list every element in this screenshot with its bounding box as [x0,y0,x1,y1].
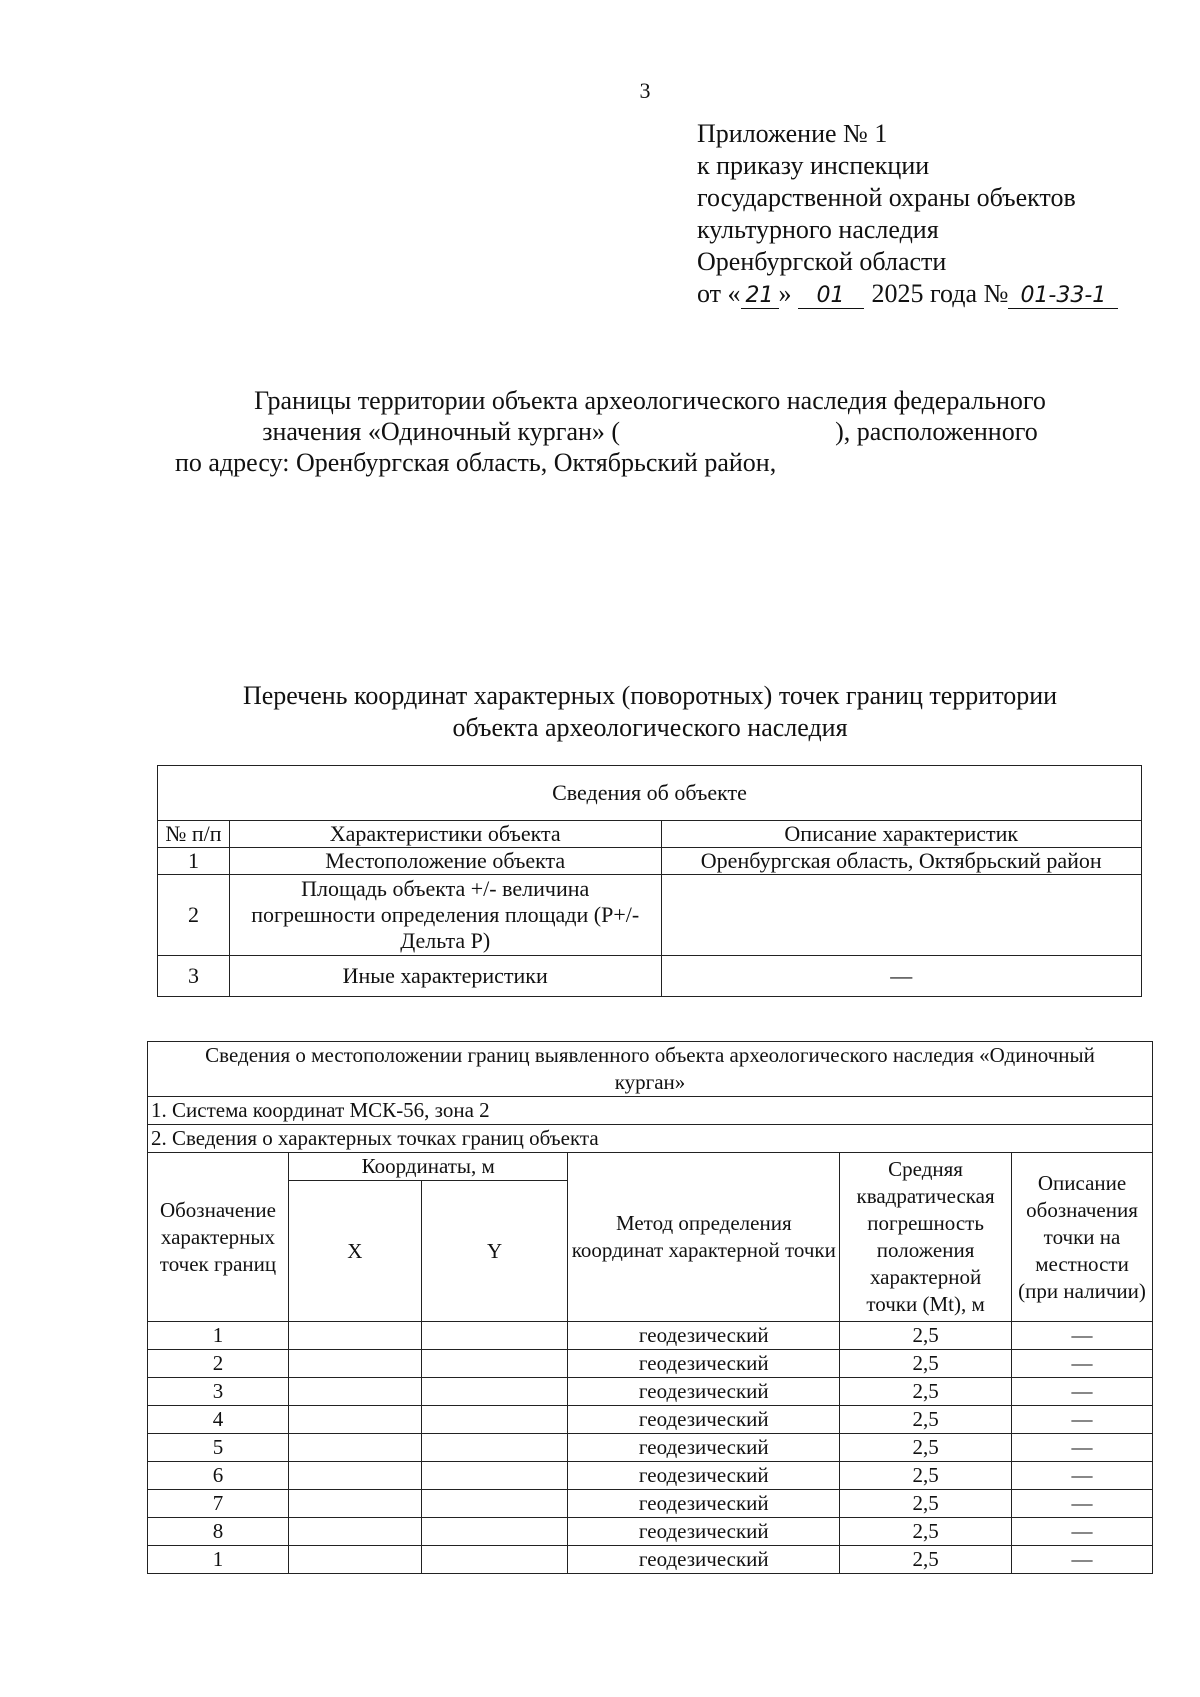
header-cell: Метод определения координат характерной точки [568,1153,840,1322]
table-cell: геодезический [568,1322,840,1350]
points-header: 2. Сведения о характерных точках границ объекта [148,1125,1153,1153]
list-title-line: объекта археологического наследия [452,713,848,742]
table-cell: — [661,956,1142,997]
table-cell [421,1518,568,1546]
table-cell: 2,5 [840,1350,1012,1378]
table-cell [288,1322,421,1350]
date-mid: » [778,279,792,308]
table-cell [288,1350,421,1378]
boundaries-title-line: Границы территории объекта археологического наследия федерального [254,386,1046,415]
table-cell [421,1322,568,1350]
table-cell: геодезический [568,1434,840,1462]
header-cell: Координаты, м [288,1153,568,1181]
table-cell: 6 [148,1462,289,1490]
table-cell [661,875,1142,956]
table-cell: Оренбургская область, Октябрьский район [661,848,1142,875]
table-cell: 5 [148,1434,289,1462]
table-cell: 7 [148,1490,289,1518]
table-cell [421,1350,568,1378]
boundaries-title-line: по адресу: Оренбургская область, Октябрьский район, [175,448,777,477]
appendix-line: государственной охраны объектов [697,183,1076,212]
location-table [147,1041,1153,1574]
table-row [148,1546,1153,1574]
table-cell: геодезический [568,1378,840,1406]
header-cell: Средняя квадратическая погрешность положения характерной точки (Mt), м [840,1153,1012,1322]
table-cell: 8 [148,1518,289,1546]
table-cell: — [1012,1406,1153,1434]
table-cell [421,1490,568,1518]
boundaries-title-end: ), расположенного [835,417,1038,446]
coordinates-list-title [150,680,1150,744]
header-cell: Описание обозначения точки на местности (при наличии) [1012,1153,1153,1322]
table-cell [421,1378,568,1406]
table-cell: — [1012,1322,1153,1350]
table-row [158,956,1142,997]
table-cell: 2,5 [840,1518,1012,1546]
table-cell: 1 [148,1546,289,1574]
table-cell: 4 [148,1406,289,1434]
table-cell: 2 [158,875,230,956]
table-cell: геодезический [568,1518,840,1546]
boundaries-title-line [150,416,1150,447]
table-cell: — [1012,1518,1153,1546]
table-cell: геодезический [568,1462,840,1490]
table-cell [288,1378,421,1406]
table-row [148,1462,1153,1490]
boundaries-title-start: значения «Одиночный курган» ( [262,417,621,446]
table-cell: — [1012,1350,1153,1378]
table-cell [288,1434,421,1462]
appendix-line: культурного наследия [697,215,939,244]
table-cell: — [1012,1490,1153,1518]
table-cell: Местоположение объекта [229,848,661,875]
table-cell: — [1012,1378,1153,1406]
table-row [148,1490,1153,1518]
table-cell: 2,5 [840,1378,1012,1406]
table-cell: 3 [148,1378,289,1406]
table-cell: 2,5 [840,1322,1012,1350]
table-cell [288,1490,421,1518]
table-cell [421,1406,568,1434]
table-cell: 2,5 [840,1490,1012,1518]
appendix-line: Оренбургской области [697,247,947,276]
coordinate-system: 1. Система координат МСК-56, зона 2 [148,1097,1153,1125]
table-row [158,848,1142,875]
boundaries-title [150,385,1150,478]
table-cell [421,1462,568,1490]
table-row [148,1378,1153,1406]
header-cell: X [288,1181,421,1322]
table-cell: — [1012,1462,1153,1490]
table-cell: 2 [148,1350,289,1378]
table-cell: 2,5 [840,1434,1012,1462]
table-cell [421,1546,568,1574]
table-cell: Иные характеристики [229,956,661,997]
table-cell [288,1518,421,1546]
object-info-table [157,765,1142,997]
table-cell: геодезический [568,1546,840,1574]
header-cell: № п/п [158,821,230,848]
list-title-line: Перечень координат характерных (поворотных) точек границ территории [242,681,1058,710]
appendix-header [697,118,1118,310]
header-cell: Характеристики объекта [229,821,661,848]
date-year: 2025 года № [871,279,1009,308]
handwritten-order-number: 01-33-1 [1008,284,1118,309]
table-cell [421,1434,568,1462]
table-cell: 2,5 [840,1546,1012,1574]
table-cell [288,1462,421,1490]
appendix-line: к приказу инспекции [697,151,930,180]
date-prefix: от « [697,279,741,308]
location-table-title: Сведения о местоположении границ выявленного объекта археологического наследия «Одиночный курган» [148,1042,1153,1097]
table-row [148,1518,1153,1546]
table-row [148,1322,1153,1350]
handwritten-day: 21 [741,284,779,309]
header-cell: Описание характеристик [661,821,1142,848]
table-row [148,1434,1153,1462]
table-cell: — [1012,1546,1153,1574]
table-cell: 2,5 [840,1462,1012,1490]
table-cell [288,1406,421,1434]
table-row [148,1406,1153,1434]
table-row [148,1350,1153,1378]
appendix-line: Приложение № 1 [697,119,888,148]
table-cell: — [1012,1434,1153,1462]
table-cell: 3 [158,956,230,997]
table-cell: геодезический [568,1406,840,1434]
table-cell: 2,5 [840,1406,1012,1434]
header-cell: Y [421,1181,568,1322]
order-date-line [697,278,1118,310]
table-cell: Площадь объекта +/- величина погрешности определения площади (Р+/- Дельта Р) [229,875,661,956]
page-number: 3 [639,78,651,103]
table-row [158,875,1142,956]
handwritten-month: 01 [798,284,864,309]
table-cell [288,1546,421,1574]
object-table-title: Сведения об объекте [158,766,1142,821]
table-cell: геодезический [568,1490,840,1518]
header-cell: Обозначение характерных точек границ [148,1153,289,1322]
table-cell: 1 [148,1322,289,1350]
table-cell: геодезический [568,1350,840,1378]
table-cell: 1 [158,848,230,875]
